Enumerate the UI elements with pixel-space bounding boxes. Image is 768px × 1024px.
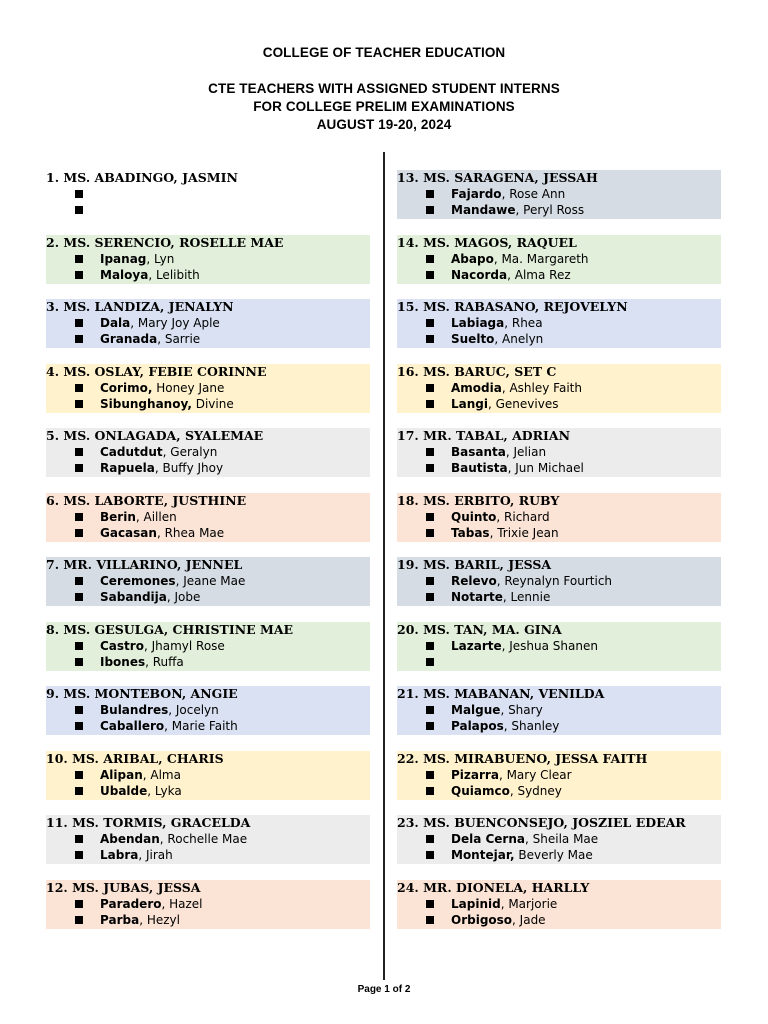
intern-item	[397, 767, 721, 783]
intern-surname: Granada	[100, 332, 158, 347]
intern-item	[46, 573, 370, 589]
intern-first-name: , Jobe	[166, 590, 201, 605]
intern-item	[397, 573, 721, 589]
intern-surname: Ibones	[100, 654, 146, 669]
teacher-name: 21. MS. MABANAN, VENILDA	[397, 686, 605, 701]
intern-surname: Parba	[100, 912, 140, 927]
square-bullet-icon	[426, 851, 434, 859]
intern-item	[46, 186, 370, 202]
intern-item	[46, 896, 370, 912]
column-divider	[383, 152, 385, 980]
intern-first-name: , Rochelle Mae	[159, 832, 248, 846]
square-bullet-icon	[426, 642, 434, 650]
intern-item	[46, 202, 370, 218]
intern-item	[397, 380, 721, 396]
intern-first-name: , Hazel	[161, 896, 203, 911]
intern-surname: Ceremones	[100, 574, 176, 588]
intern-item	[397, 315, 721, 331]
intern-surname: Quinto	[451, 509, 497, 524]
teacher-name: 24. MR. DIONELA, HARLLY	[397, 879, 590, 895]
intern-item	[46, 718, 370, 734]
intern-item	[397, 718, 721, 734]
left-column	[46, 170, 370, 944]
square-bullet-icon	[75, 335, 83, 343]
intern-item	[46, 315, 370, 331]
square-bullet-icon	[426, 593, 434, 601]
intern-item	[46, 589, 370, 605]
intern-surname: Corimo,	[100, 380, 153, 395]
intern-first-name: , Ashley Faith	[501, 380, 582, 395]
intern-surname: Orbigoso	[451, 912, 513, 927]
square-bullet-icon	[75, 319, 83, 327]
page-number: Page 1 of 2	[357, 984, 411, 995]
square-bullet-icon	[426, 706, 434, 714]
intern-surname: Suelto	[451, 332, 495, 347]
teacher-group	[397, 880, 721, 929]
intern-surname: Amodia	[451, 380, 502, 395]
intern-item	[46, 380, 370, 396]
intern-first-name: , Marie Faith	[164, 719, 238, 734]
intern-first-name: , Geralyn	[162, 445, 218, 459]
intern-first-name: , Trixie Jean	[489, 525, 559, 540]
intern-first-name: , Anelyn	[494, 332, 544, 347]
intern-item	[397, 202, 721, 218]
square-bullet-icon	[426, 400, 434, 408]
intern-first-name: , Rose Ann	[501, 187, 566, 201]
square-bullet-icon	[426, 771, 434, 779]
teacher-name: 13. MS. SARAGENA, JESSAH	[397, 170, 598, 185]
intern-surname: Castro	[100, 638, 144, 653]
teacher-name: 1. MS. ABADINGO, JASMIN	[46, 170, 238, 185]
square-bullet-icon	[75, 255, 83, 263]
square-bullet-icon	[75, 658, 83, 666]
square-bullet-icon	[75, 642, 83, 650]
teacher-group	[397, 622, 721, 671]
square-bullet-icon	[426, 835, 434, 843]
teacher-name: 12. MS. JUBAS, JESSA	[46, 879, 201, 895]
intern-first-name: , Richard	[496, 509, 550, 524]
square-bullet-icon	[75, 206, 83, 214]
intern-first-name: , Aillen	[135, 509, 177, 524]
teacher-name: 10. MS. ARIBAL, CHARIS	[46, 750, 224, 766]
square-bullet-icon	[426, 190, 434, 198]
teacher-name: 15. MS. RABASANO, REJOVELYN	[397, 299, 628, 314]
intern-first-name: , Rhea Mae	[156, 525, 225, 540]
intern-surname: Ubalde	[100, 783, 148, 798]
teacher-name: 22. MS. MIRABUENO, JESSA FAITH	[397, 750, 648, 766]
intern-surname: Abendan	[100, 832, 160, 846]
intern-first-name: , Reynalyn Fourtich	[496, 574, 613, 588]
square-bullet-icon	[426, 513, 434, 521]
teacher-group	[46, 880, 370, 929]
intern-first-name: , Peryl Ross	[515, 203, 585, 218]
square-bullet-icon	[75, 448, 83, 456]
square-bullet-icon	[75, 400, 83, 408]
square-bullet-icon	[75, 900, 83, 908]
intern-item	[46, 783, 370, 799]
intern-first-name: , Jocelyn	[168, 703, 219, 717]
title-line-1: CTE TEACHERS WITH ASSIGNED STUDENT INTERNS	[208, 81, 560, 96]
intern-surname: Relevo	[451, 574, 497, 588]
square-bullet-icon	[75, 771, 83, 779]
square-bullet-icon	[426, 916, 434, 924]
intern-item	[397, 638, 721, 654]
teacher-group	[46, 557, 370, 606]
teacher-group	[397, 815, 721, 864]
intern-first-name: , Sheila Mae	[525, 832, 599, 846]
intern-surname: Nacorda	[451, 267, 508, 282]
intern-surname: Basanta	[451, 445, 506, 459]
college-name: COLLEGE OF TEACHER EDUCATION	[262, 45, 506, 60]
square-bullet-icon	[75, 916, 83, 924]
intern-item	[397, 525, 721, 541]
intern-first-name: , Lyka	[147, 783, 182, 798]
square-bullet-icon	[426, 900, 434, 908]
teacher-group	[397, 686, 721, 735]
intern-item	[397, 912, 721, 928]
intern-item	[397, 267, 721, 283]
intern-surname: Labra	[100, 848, 139, 863]
intern-surname: Malgue	[451, 703, 501, 717]
teacher-group	[397, 299, 721, 348]
teacher-group	[397, 364, 721, 413]
square-bullet-icon	[426, 384, 434, 392]
intern-surname: Labiaga	[451, 316, 505, 330]
intern-item	[46, 702, 370, 718]
square-bullet-icon	[426, 319, 434, 327]
intern-surname: Langi	[451, 396, 488, 411]
square-bullet-icon	[75, 706, 83, 714]
exam-date: AUGUST 19-20, 2024	[316, 117, 452, 132]
square-bullet-icon	[75, 835, 83, 843]
square-bullet-icon	[426, 577, 434, 585]
intern-surname: Berin	[100, 509, 136, 524]
intern-first-name: , Jun Michael	[507, 461, 584, 476]
intern-first-name: , Jirah	[138, 848, 173, 863]
intern-surname: Pizarra	[451, 767, 499, 782]
intern-item	[46, 767, 370, 783]
intern-first-name: Beverly Mae	[514, 848, 593, 863]
teacher-group	[397, 493, 721, 542]
teacher-group	[46, 235, 370, 284]
intern-first-name: , Jelian	[505, 445, 547, 459]
intern-first-name: , Jade	[512, 912, 546, 927]
intern-first-name: , Jeane Mae	[175, 574, 246, 588]
intern-surname: Paradero	[100, 896, 162, 911]
intern-item	[46, 251, 370, 267]
intern-first-name: , Buffy Jhoy	[154, 461, 224, 476]
intern-item	[397, 589, 721, 605]
intern-item	[46, 525, 370, 541]
intern-first-name: , Hezyl	[139, 912, 180, 927]
intern-surname: Bautista	[451, 461, 508, 476]
intern-first-name: , Sarrie	[157, 332, 201, 347]
teacher-name: 8. MS. GESULGA, CHRISTINE MAE	[46, 621, 294, 637]
square-bullet-icon	[426, 529, 434, 537]
intern-first-name: , Alma	[142, 767, 181, 782]
intern-first-name: , Sydney	[509, 783, 562, 798]
square-bullet-icon	[75, 593, 83, 601]
teacher-name: 4. MS. OSLAY, FEBIE CORINNE	[46, 363, 267, 379]
intern-surname: Lapinid	[451, 896, 501, 911]
intern-surname: Rapuela	[100, 461, 155, 476]
right-column	[397, 170, 721, 944]
intern-surname: Alipan	[100, 767, 143, 782]
intern-item	[397, 186, 721, 202]
teacher-group	[46, 686, 370, 735]
intern-item	[397, 396, 721, 412]
intern-item	[46, 847, 370, 863]
intern-first-name: , Lennie	[502, 590, 551, 605]
intern-first-name: , Alma Rez	[507, 267, 571, 282]
square-bullet-icon	[75, 577, 83, 585]
teacher-name: 11. MS. TORMIS, GRACELDA	[46, 815, 251, 830]
intern-first-name: Divine	[191, 396, 234, 411]
intern-item	[46, 331, 370, 347]
intern-surname: Dela Cerna	[451, 832, 525, 846]
square-bullet-icon	[75, 787, 83, 795]
teacher-group	[397, 170, 721, 219]
intern-item	[397, 847, 721, 863]
intern-first-name: , Rhea	[504, 316, 543, 330]
intern-surname: Tabas	[451, 525, 490, 540]
square-bullet-icon	[75, 851, 83, 859]
teacher-name: 3. MS. LANDIZA, JENALYN	[46, 299, 234, 314]
intern-item	[46, 509, 370, 525]
square-bullet-icon	[426, 206, 434, 214]
intern-item	[397, 509, 721, 525]
intern-surname: Montejar,	[451, 848, 515, 863]
intern-surname: Mandawe	[451, 203, 516, 218]
intern-surname: Maloya	[100, 267, 149, 282]
intern-surname: Caballero	[100, 719, 165, 734]
teacher-name: 23. MS. BUENCONSEJO, JOSZIEL EDEAR	[397, 815, 686, 830]
intern-first-name: , Lelibith	[148, 267, 200, 282]
teacher-group	[46, 170, 370, 219]
teacher-name: 7. MR. VILLARINO, JENNEL	[46, 557, 243, 572]
title-line-2: FOR COLLEGE PRELIM EXAMINATIONS	[253, 99, 515, 114]
intern-first-name: , Jeshua Shanen	[501, 638, 598, 653]
intern-item	[46, 912, 370, 928]
intern-surname: Palapos	[451, 719, 504, 734]
teacher-name: 16. MS. BARUC, SET C	[397, 363, 557, 379]
teacher-name: 5. MS. ONLAGADA, SYALEMAE	[46, 428, 264, 443]
intern-surname: Cadutdut	[100, 445, 163, 459]
square-bullet-icon	[426, 658, 434, 666]
square-bullet-icon	[426, 787, 434, 795]
square-bullet-icon	[75, 271, 83, 279]
teacher-group	[46, 299, 370, 348]
intern-item	[46, 396, 370, 412]
teacher-name: 20. MS. TAN, MA. GINA	[397, 621, 562, 637]
intern-surname: Sabandija	[100, 590, 167, 605]
intern-first-name: , Mary Joy Aple	[130, 316, 220, 330]
square-bullet-icon	[426, 255, 434, 263]
intern-item	[397, 251, 721, 267]
square-bullet-icon	[75, 529, 83, 537]
intern-item	[397, 460, 721, 476]
intern-first-name: , Ruffa	[145, 654, 184, 669]
teacher-group	[46, 815, 370, 864]
square-bullet-icon	[426, 335, 434, 343]
intern-item	[397, 444, 721, 460]
teacher-group	[397, 428, 721, 477]
teacher-name: 18. MS. ERBITO, RUBY	[397, 492, 560, 508]
intern-surname: Dala	[100, 316, 131, 330]
intern-surname: Bulandres	[100, 703, 169, 717]
square-bullet-icon	[426, 271, 434, 279]
intern-first-name: , Jhamyl Rose	[143, 638, 225, 653]
square-bullet-icon	[75, 722, 83, 730]
document-header	[0, 44, 768, 134]
intern-item	[397, 783, 721, 799]
teacher-group	[397, 751, 721, 800]
teacher-group	[397, 557, 721, 606]
teacher-group	[46, 751, 370, 800]
teacher-name: 17. MR. TABAL, ADRIAN	[397, 428, 570, 443]
intern-item	[397, 896, 721, 912]
intern-surname: Ipanag	[100, 251, 147, 266]
intern-first-name: , Ma. Margareth	[493, 251, 589, 266]
intern-surname: Gacasan	[100, 525, 157, 540]
square-bullet-icon	[75, 464, 83, 472]
intern-first-name: , Mary Clear	[498, 767, 572, 782]
teacher-group	[46, 428, 370, 477]
teacher-name: 9. MS. MONTEBON, ANGIE	[46, 686, 238, 701]
teacher-group	[46, 622, 370, 671]
intern-item	[397, 702, 721, 718]
intern-item	[397, 331, 721, 347]
teacher-name: 2. MS. SERENCIO, ROSELLE MAE	[46, 234, 284, 250]
intern-item	[46, 638, 370, 654]
square-bullet-icon	[75, 384, 83, 392]
square-bullet-icon	[426, 722, 434, 730]
teacher-name: 19. MS. BARIL, JESSA	[397, 557, 552, 572]
intern-first-name: , Shary	[500, 703, 543, 717]
teacher-name: 6. MS. LABORTE, JUSTHINE	[46, 492, 247, 508]
intern-surname: Abapo	[451, 251, 494, 266]
intern-item	[46, 267, 370, 283]
square-bullet-icon	[426, 448, 434, 456]
intern-surname: Notarte	[451, 590, 503, 605]
square-bullet-icon	[426, 464, 434, 472]
intern-first-name: , Marjorie	[500, 896, 558, 911]
intern-item	[397, 654, 721, 670]
square-bullet-icon	[75, 190, 83, 198]
intern-surname: Quiamco	[451, 783, 510, 798]
intern-item	[46, 831, 370, 847]
intern-item	[46, 460, 370, 476]
square-bullet-icon	[75, 513, 83, 521]
intern-surname: Sibunghanoy,	[100, 396, 192, 411]
teacher-group	[46, 364, 370, 413]
intern-first-name: , Shanley	[503, 719, 560, 734]
intern-surname: Fajardo	[451, 187, 502, 201]
intern-item	[46, 654, 370, 670]
intern-first-name: , Genevives	[488, 396, 559, 411]
intern-item	[46, 444, 370, 460]
intern-first-name: , Lyn	[146, 251, 175, 266]
intern-item	[397, 831, 721, 847]
teacher-group	[397, 235, 721, 284]
intern-first-name: Honey Jane	[152, 380, 225, 395]
teacher-group	[46, 493, 370, 542]
teacher-name: 14. MS. MAGOS, RAQUEL	[397, 234, 577, 250]
intern-surname: Lazarte	[451, 638, 502, 653]
